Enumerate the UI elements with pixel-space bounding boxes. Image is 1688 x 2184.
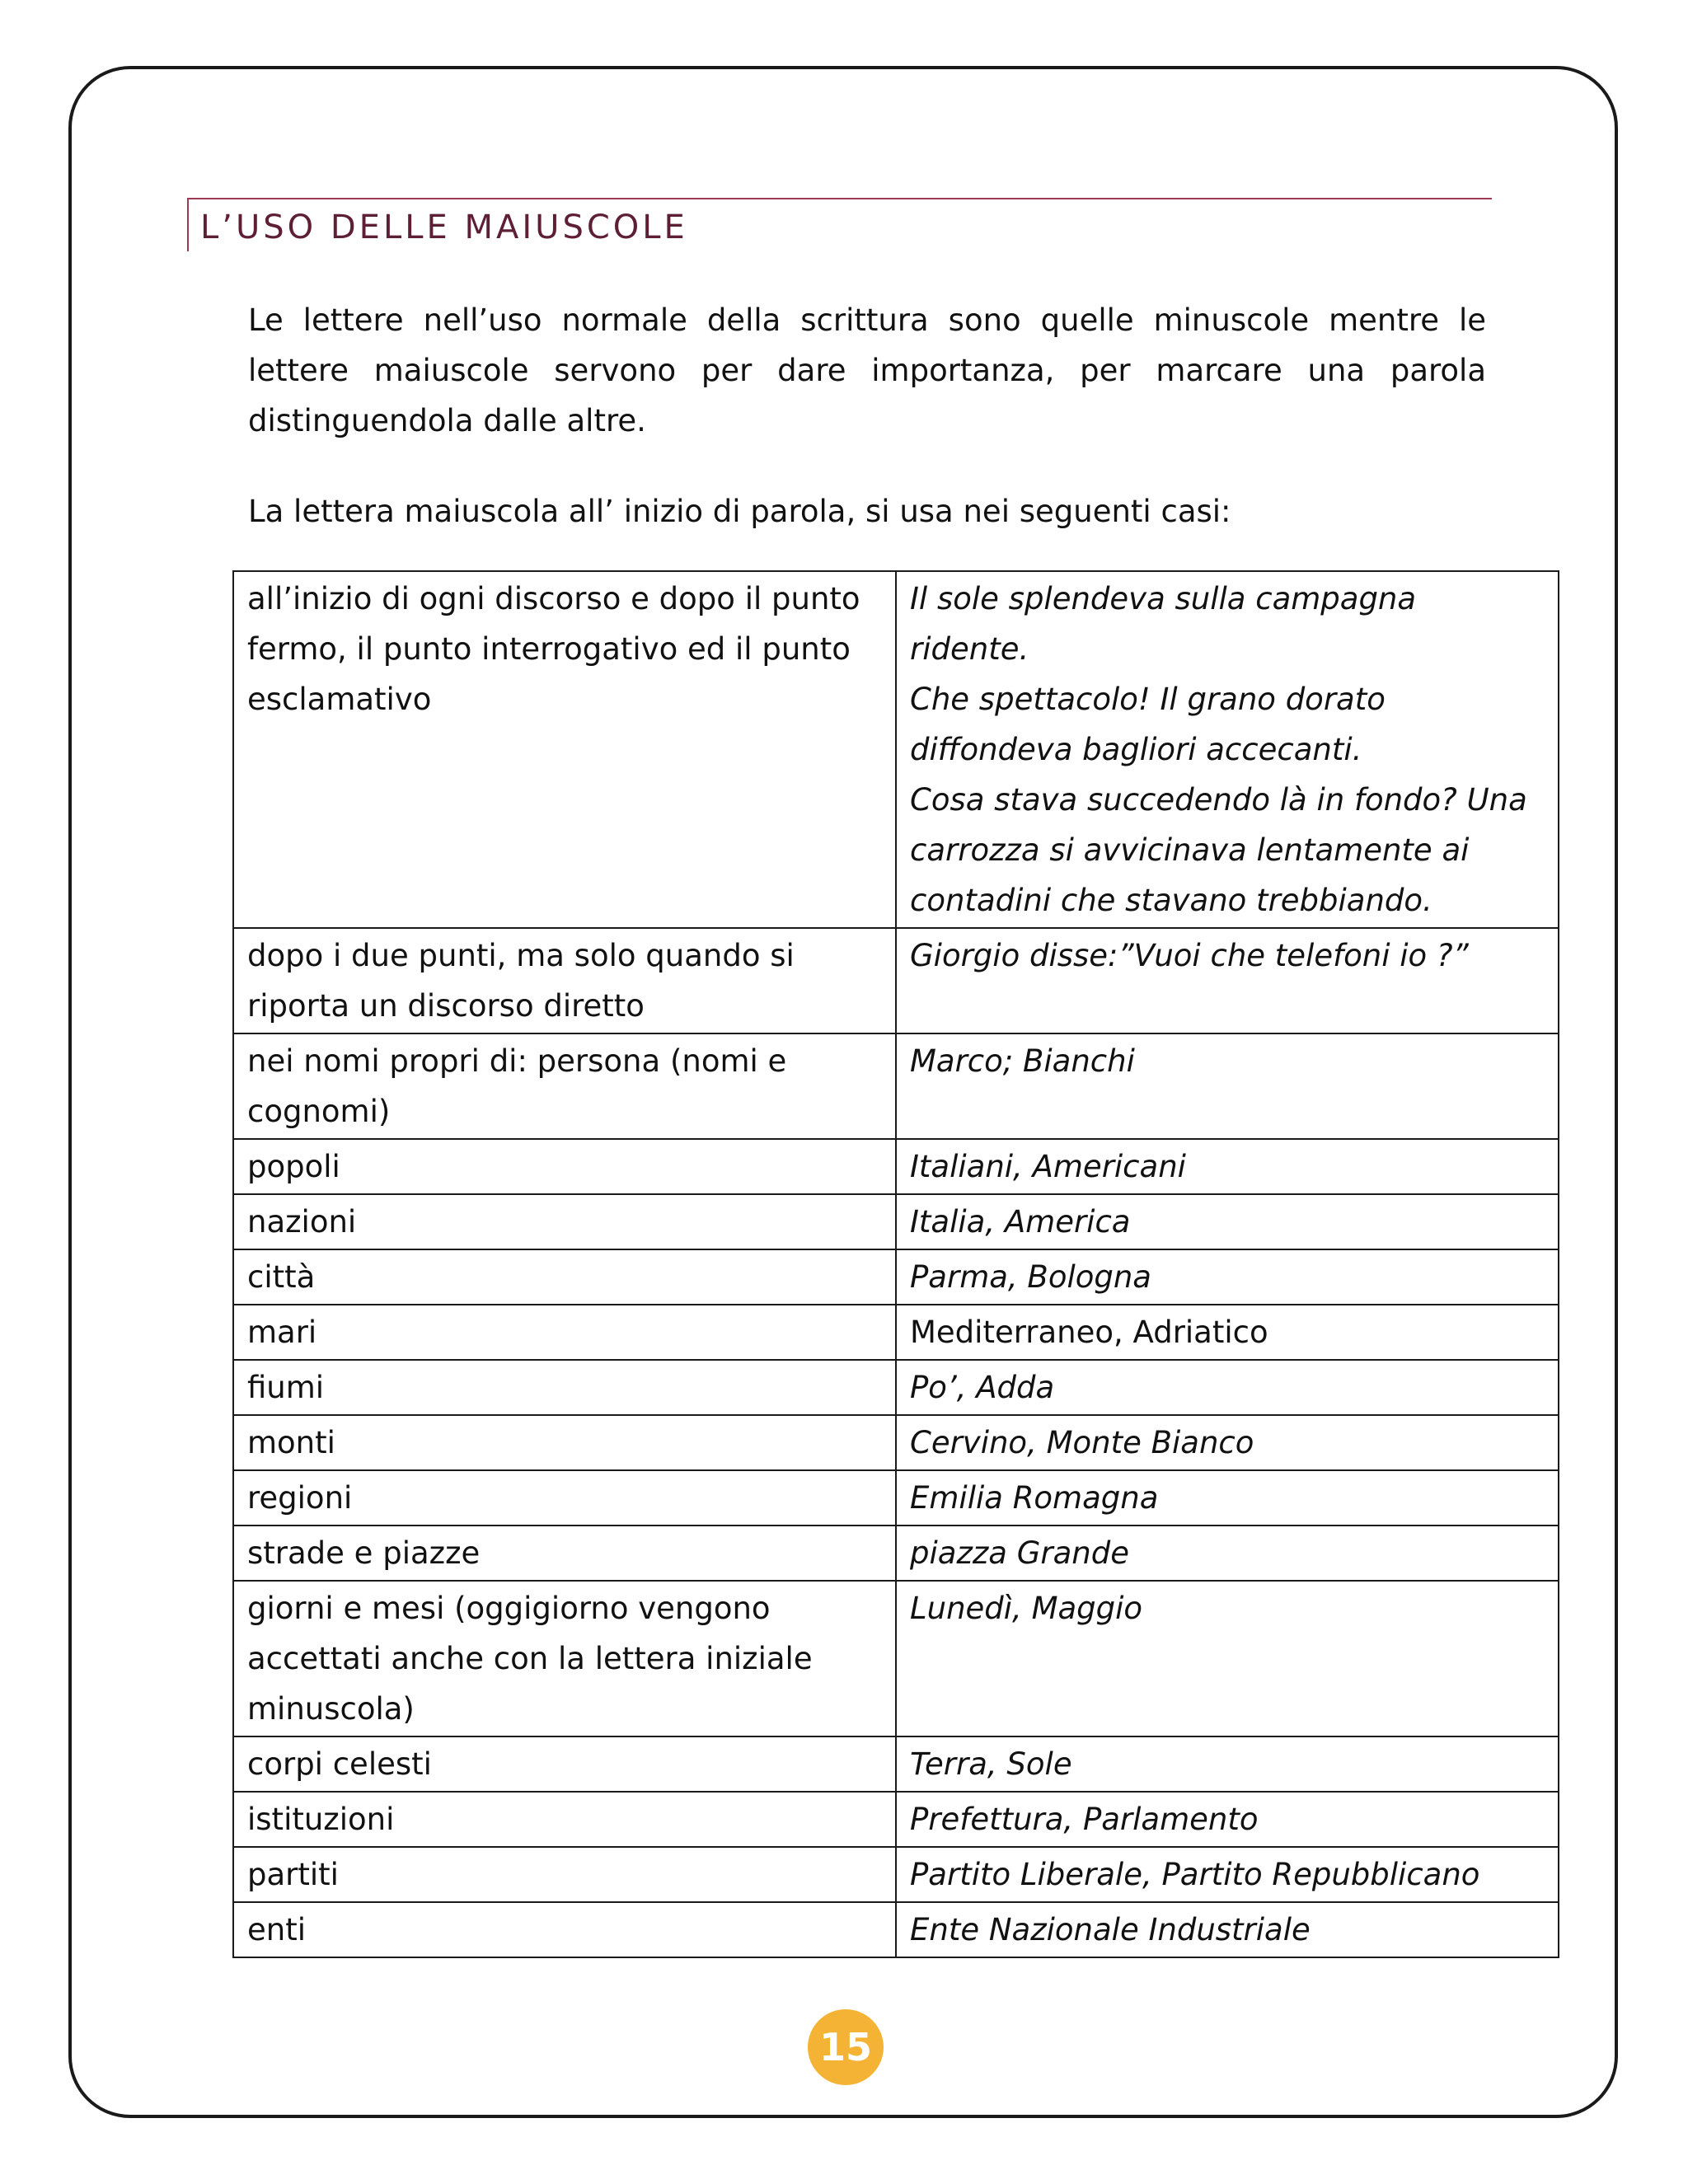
example-cell: Mediterraneo, Adriatico [896, 1305, 1559, 1360]
case-cell: popoli [233, 1139, 896, 1194]
case-cell: regioni [233, 1470, 896, 1526]
example-cell: Emilia Romagna [896, 1470, 1559, 1526]
example-cell: Prefettura, Parlamento [896, 1792, 1559, 1847]
table-row [233, 1305, 1559, 1360]
example-cell: Cervino, Monte Bianco [896, 1415, 1559, 1470]
lead-sentence: La lettera maiuscola all’ inizio di parola, si usa nei seguenti casi: [248, 494, 1231, 529]
case-cell: giorni e mesi (oggigiorno vengono accettati anche con la lettera iniziale minuscola) [233, 1581, 896, 1736]
example-cell: Terra, Sole [896, 1736, 1559, 1792]
case-cell: città [233, 1249, 896, 1305]
capitalization-rules-table [232, 570, 1559, 1958]
example-cell: Ente Nazionale Industriale [896, 1902, 1559, 1957]
case-cell: enti [233, 1902, 896, 1957]
case-cell: partiti [233, 1847, 896, 1902]
example-cell: Lunedì, Maggio [896, 1581, 1559, 1736]
case-cell: nazioni [233, 1194, 896, 1249]
case-cell: istituzioni [233, 1792, 896, 1847]
case-cell: nei nomi propri di: persona (nomi e cognomi) [233, 1033, 896, 1139]
example-cell: Po’, Adda [896, 1360, 1559, 1415]
example-cell: Italiani, Americani [896, 1139, 1559, 1194]
case-cell: corpi celesti [233, 1736, 896, 1792]
example-cell: Giorgio disse:”Vuoi che telefoni io ?” [896, 928, 1559, 1033]
case-cell: all’inizio di ogni discorso e dopo il punto fermo, il punto interrogativo ed il punto esclamativo [233, 571, 896, 928]
case-cell: dopo i due punti, ma solo quando si riporta un discorso diretto [233, 928, 896, 1033]
case-cell: mari [233, 1305, 896, 1360]
example-cell: Il sole splendeva sulla campagna ridente. Che spettacolo! Il grano dorato diffondeva bagliori accecanti. Cosa stava succedendo là in fondo? Una carrozza si avvicinava lentamente ai contadini che stavano trebbiando. [896, 571, 1559, 928]
example-cell: piazza Grande [896, 1526, 1559, 1581]
table-row [233, 571, 1559, 928]
table-row [233, 1581, 1559, 1736]
table-row [233, 1470, 1559, 1526]
example-cell: Parma, Bologna [896, 1249, 1559, 1305]
rules-table-body [233, 571, 1559, 1957]
intro-paragraph: Le lettere nell’uso normale della scrittura sono quelle minuscole mentre le lettere maiuscole servono per dare importanza, per marcare una parola distinguendola dalle altre. [248, 302, 1486, 438]
table-row [233, 1360, 1559, 1415]
table-row [233, 1139, 1559, 1194]
case-cell: strade e piazze [233, 1526, 896, 1581]
table-row [233, 1194, 1559, 1249]
table-row [233, 1847, 1559, 1902]
section-title: L’USO DELLE MAIUSCOLE [200, 209, 688, 246]
table-row [233, 1526, 1559, 1581]
table-row [233, 1249, 1559, 1305]
table-row [233, 1902, 1559, 1957]
table-row [233, 928, 1559, 1033]
table-row [233, 1033, 1559, 1139]
example-cell: Marco; Bianchi [896, 1033, 1559, 1139]
table-row [233, 1415, 1559, 1470]
case-cell: monti [233, 1415, 896, 1470]
example-cell: Partito Liberale, Partito Repubblicano [896, 1847, 1559, 1902]
case-cell: fiumi [233, 1360, 896, 1415]
table-row [233, 1736, 1559, 1792]
page-number-badge: 15 [808, 2009, 884, 2085]
table-row [233, 1792, 1559, 1847]
example-cell: Italia, America [896, 1194, 1559, 1249]
